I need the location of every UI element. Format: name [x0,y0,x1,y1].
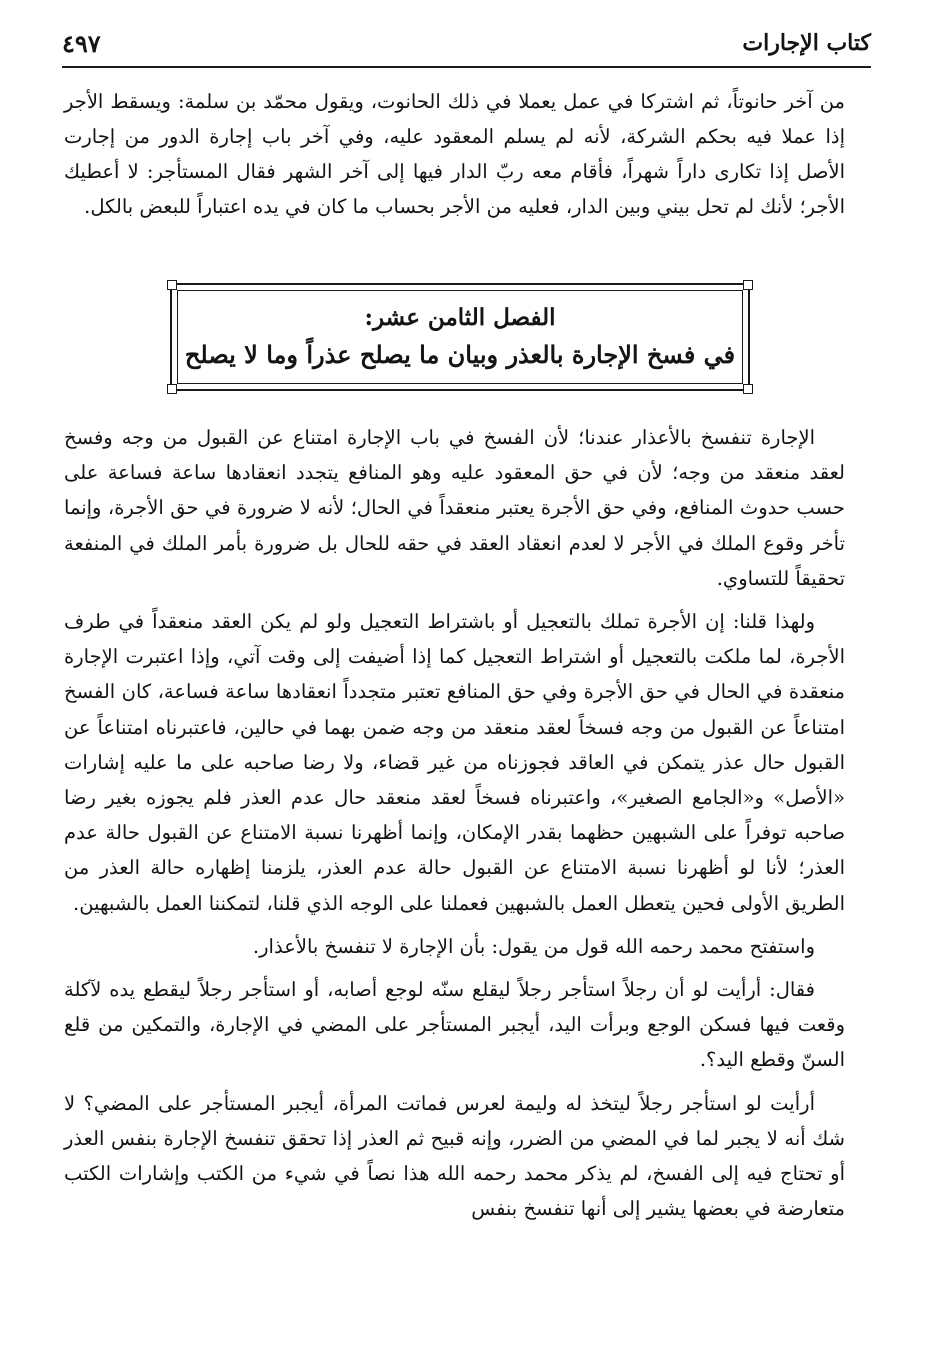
opening-paragraph: من آخر حانوتاً، ثم اشتركا في عمل يعملا في ذلك الحانوت، ويقول محمّد بن سلمة: ويسقط الأجر إذا عملا فيه بحكم الشركة، لأنه لم يسلم المعقود عليه، وفي آخر باب إجارة الدور من إجارت الأصل إذا تكارى داراً شهراً، فأقام معه ربّ الدار فيها إلى آخر الشهر فقال المستأجر: لا أعطيك الأجر؛ لأنك لم تحل بيني وبين الدار، فعليه من الأجر بحساب ما كان في يده اعتباراً للبعض بالكل. [64,90,845,218]
body-paragraph: أرأيت لو استأجر رجلاً ليتخذ له وليمة لعرس فماتت المرأة، أيجبر المستأجر على المضي؟ لا شك أنه لا يجبر لما في المضي من الضرر، وإنه قبيح ثم العذر إذا تحقق تنفسخ الإجارة بنفس العذر أو تحتاج فيه إلى الفسخ، لم يذكر محمد رحمه الله هذا نصاً في شيء من الكتب وإشارات الكتب متعارضة في بعضها يشير إلى أنها تنفسخ بنفس [64,1091,845,1221]
frame-corner-ornament [743,280,753,290]
chapter-title: في فسخ الإجارة بالعذر وبيان ما يصلح عذراً وما لا يصلح [184,340,736,369]
body-paragraph: ولهذا قلنا: إن الأجرة تملك بالتعجيل أو باشتراط التعجيل ولو لم يكن العقد منعقداً في طرف الأجرة، لما ملكت بالتعجيل أو اشتراط التعجيل كما إذا أضيفت إلى وقت آتي، وإذا اعتبرت الإجارة منعقدة في الحال في حق الأجرة وفي حق المنافع تعتبر متجدداً انعقادها ساعة فساعة، كان الفسخ امتناعاً عن القبول من وجه فسخاً لعقد منعقد من وجه ضمن بهما في حالين، فاعتبرناه امتناعاً عن القبول حال عذر يتمكن في العاقد فجوزناه من غير قضاء، ولا رضا صاحبه على ما عليه إشارات «الأصل» و«الجامع الصغير»، واعتبرناه فسخاً لعقد منعقد حال عدم العذر فلم يجوزه بغير رضا صاحبه توفراً على الشبهين حظهما بقدر الإمكان، وإنما أظهرنا نسبة الامتناع عن القبول حالة عدم العذر؛ لأنا لو أظهرنا نسبة الامتناع عن القبول حالة عدم العذر، يلزمنا إظهاره حالة العذر من الطريق الأولى فحين يتعطل العمل بالشبهين فعملنا على الوجه الذي قلنا، لتمكننا العمل بالشبهين. [64,610,845,915]
chapter-number: الفصل الثامن عشر: [364,304,556,331]
page-number: ٤٩٧ [62,28,101,58]
running-head-title: كتاب الإجارات [742,30,871,56]
header-rule [62,66,871,68]
chapter-body [64,420,845,1234]
running-header [62,24,871,62]
opening-text-block [64,84,845,230]
body-paragraph: الإجارة تنفسخ بالأعذار عندنا؛ لأن الفسخ في باب الإجارة امتناع عن القبول من وجه وفسخ لعقد منعقد من وجه؛ لأن في حق المعقود عليه وهو المنافع يتجدد انعقادها ساعة فساعة على حسب حدوث المنافع، وفي حق الأجرة يعتبر منعقداً في الحال؛ لأنه لا ضرورة في حق الأجرة، وإنما تأخر وقوع الملك في الأجر لا لعدم انعقاد العقد في حقه للحال بل ضرورة بأمر الملك في المنفعة تحقيقاً للتساوي. [64,426,845,590]
body-paragraph: واستفتح محمد رحمه الله قول من يقول: بأن الإجارة لا تنفسخ بالأعذار. [252,934,815,958]
frame-corner-ornament [743,384,753,394]
frame-corner-ornament [167,280,177,290]
body-paragraph: فقال: أرأيت لو أن رجلاً استأجر رجلاً ليقلع سنّه لوجع أصابه، أو استأجر رجلاً ليقطع يده لآكلة وقعت فيها فسكن الوجع وبرأت اليد، أيجبر المستأجر على المضي في الإجارة، والتمكين من قلع السنّ وقطع اليد؟. [64,978,845,1072]
chapter-heading-frame [170,283,750,391]
frame-corner-ornament [167,384,177,394]
